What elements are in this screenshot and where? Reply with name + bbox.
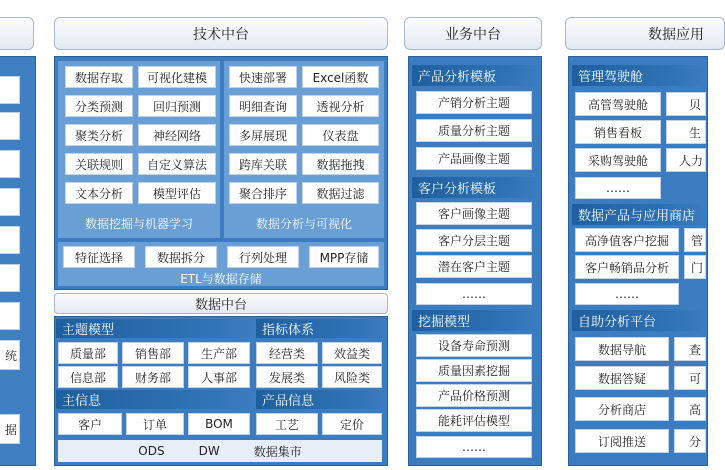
mining-model-item: 能耗评估模型 [416, 409, 532, 432]
app-store-item: 客户畅销品分析 [575, 255, 679, 279]
analysis-item: 跨库关联 [229, 153, 297, 175]
customer-template-item: 客户画像主题 [416, 202, 532, 225]
self-service-item: 订阅推送 [575, 429, 669, 453]
layer-dw: DW [198, 444, 220, 458]
cockpit-item: 生 [666, 120, 706, 144]
data-layers-band [58, 440, 382, 462]
indicator-header: 指标体系 [256, 319, 384, 338]
etl-label: ETL与数据存储 [180, 272, 262, 286]
customer-template-header: 客户分析模板 [412, 177, 540, 198]
cockpit-item: 贝 [666, 92, 706, 116]
theme-model-item: 生产部 [188, 342, 250, 364]
app-store-item: 门 [684, 255, 706, 279]
cockpit-item: 销售看板 [575, 120, 661, 144]
theme-model-item: 人事部 [188, 366, 250, 388]
left-column-item: 统 [0, 340, 20, 370]
layer-ods: ODS [138, 444, 165, 458]
etl-item: 特征选择 [63, 246, 135, 268]
mining-model-item: 质量因素挖掘 [416, 359, 532, 382]
data-application-title: 数据应用 [648, 26, 704, 43]
self-service-item: 分 [674, 429, 706, 453]
self-service-item: 可 [674, 366, 706, 390]
etl-item: 数据拆分 [145, 246, 217, 268]
mining-item: 分类预测 [65, 95, 133, 117]
analysis-item: 聚合排序 [229, 182, 297, 204]
app-store-item: 高净值客户挖掘 [575, 228, 679, 252]
self-service-item: 高 [674, 397, 706, 421]
cockpit-item: 人力 [666, 148, 706, 172]
customer-template-item: 客户分层主题 [416, 229, 532, 252]
customer-template-item: 潜在客户主题 [416, 255, 532, 278]
indicator-item: 风险类 [322, 366, 382, 388]
cockpit-item: 高管驾驶舱 [575, 92, 661, 116]
mining-item: 数据存取 [65, 66, 133, 88]
product-info-item: 工艺 [256, 413, 318, 435]
mining-item: 聚类分析 [65, 124, 133, 146]
analysis-item: 仪表盘 [302, 124, 379, 146]
tech-platform-header: 技术中台 [54, 17, 388, 50]
analysis-item: 数据拖拽 [302, 153, 379, 175]
mining-item: 模型评估 [138, 182, 216, 204]
theme-model-item: 销售部 [122, 342, 184, 364]
indicator-item: 发展类 [256, 366, 318, 388]
app-store-more: …… [575, 283, 679, 305]
theme-model-item: 信息部 [58, 366, 118, 388]
theme-model-item: 财务部 [122, 366, 184, 388]
mining-label: 数据挖掘与机器学习 [84, 216, 193, 231]
cockpit-more: …… [575, 177, 661, 199]
mining-item: 关联规则 [65, 153, 133, 175]
indicator-item: 效益类 [322, 342, 382, 364]
master-info-item: 订单 [126, 413, 184, 435]
left-column-item [0, 302, 20, 330]
mining-model-item: 设备寿命预测 [416, 334, 532, 357]
mining-model-header: 挖掘模型 [412, 310, 540, 331]
left-column-item [0, 264, 20, 292]
cockpit-item: 采购驾驶舱 [575, 148, 661, 172]
left-column-item [0, 112, 20, 140]
analysis-item: 数据过滤 [302, 182, 379, 204]
left-column-item [0, 188, 20, 216]
data-application-header [565, 17, 725, 50]
self-service-item: 查 [674, 337, 706, 361]
analysis-label: 数据分析与可视化 [255, 216, 352, 231]
master-info-item: BOM [188, 413, 250, 435]
mining-item: 神经网络 [138, 124, 216, 146]
product-info-header: 产品信息 [256, 390, 384, 409]
self-service-item: 数据答疑 [575, 366, 669, 390]
etl-item: 行列处理 [227, 246, 299, 268]
theme-model-item: 质量部 [58, 342, 118, 364]
left-column-item [0, 76, 20, 104]
product-template-item: 产销分析主题 [416, 91, 532, 114]
self-service-header: 自助分析平台 [572, 310, 704, 331]
analysis-item: 快速部署 [229, 66, 297, 88]
left-column-item [0, 226, 20, 254]
analysis-item: Excel函数 [302, 66, 379, 88]
master-info-header: 主信息 [56, 390, 252, 409]
product-template-item: 产品画像主题 [416, 147, 532, 170]
etl-item: MPP存储 [309, 246, 379, 268]
analysis-item: 透视分析 [302, 95, 379, 117]
cockpit-header: 管理驾驶舱 [572, 65, 704, 86]
app-store-header: 数据产品与应用商店 [572, 204, 704, 225]
left-column-item [0, 150, 20, 178]
self-service-item: 分析商店 [575, 397, 669, 421]
mining-item: 回归预测 [138, 95, 216, 117]
mining-model-item: 产品价格预测 [416, 384, 532, 407]
theme-model-header: 主题模型 [56, 319, 252, 338]
layer-datamart: 数据集市 [253, 444, 302, 459]
left-column-header [0, 17, 34, 50]
analysis-item: 明细查询 [229, 95, 297, 117]
indicator-item: 经营类 [256, 342, 318, 364]
product-template-item: 质量分析主题 [416, 119, 532, 142]
product-template-header: 产品分析模板 [412, 65, 540, 86]
business-platform-header: 业务中台 [404, 17, 542, 50]
mining-item: 文本分析 [65, 182, 133, 204]
self-service-item: 数据导航 [575, 337, 669, 361]
mining-model-more: …… [416, 436, 532, 458]
product-info-item: 定价 [322, 413, 382, 435]
data-platform-header: 数据中台 [54, 293, 388, 314]
analysis-item: 多屏展现 [229, 124, 297, 146]
app-store-item: 管 [684, 228, 706, 252]
customer-template-more: …… [416, 283, 532, 305]
master-info-item: 客户 [58, 413, 122, 435]
left-column-item: 据 [0, 414, 20, 444]
mining-item: 可视化建模 [138, 66, 216, 88]
mining-item: 自定义算法 [138, 153, 216, 175]
